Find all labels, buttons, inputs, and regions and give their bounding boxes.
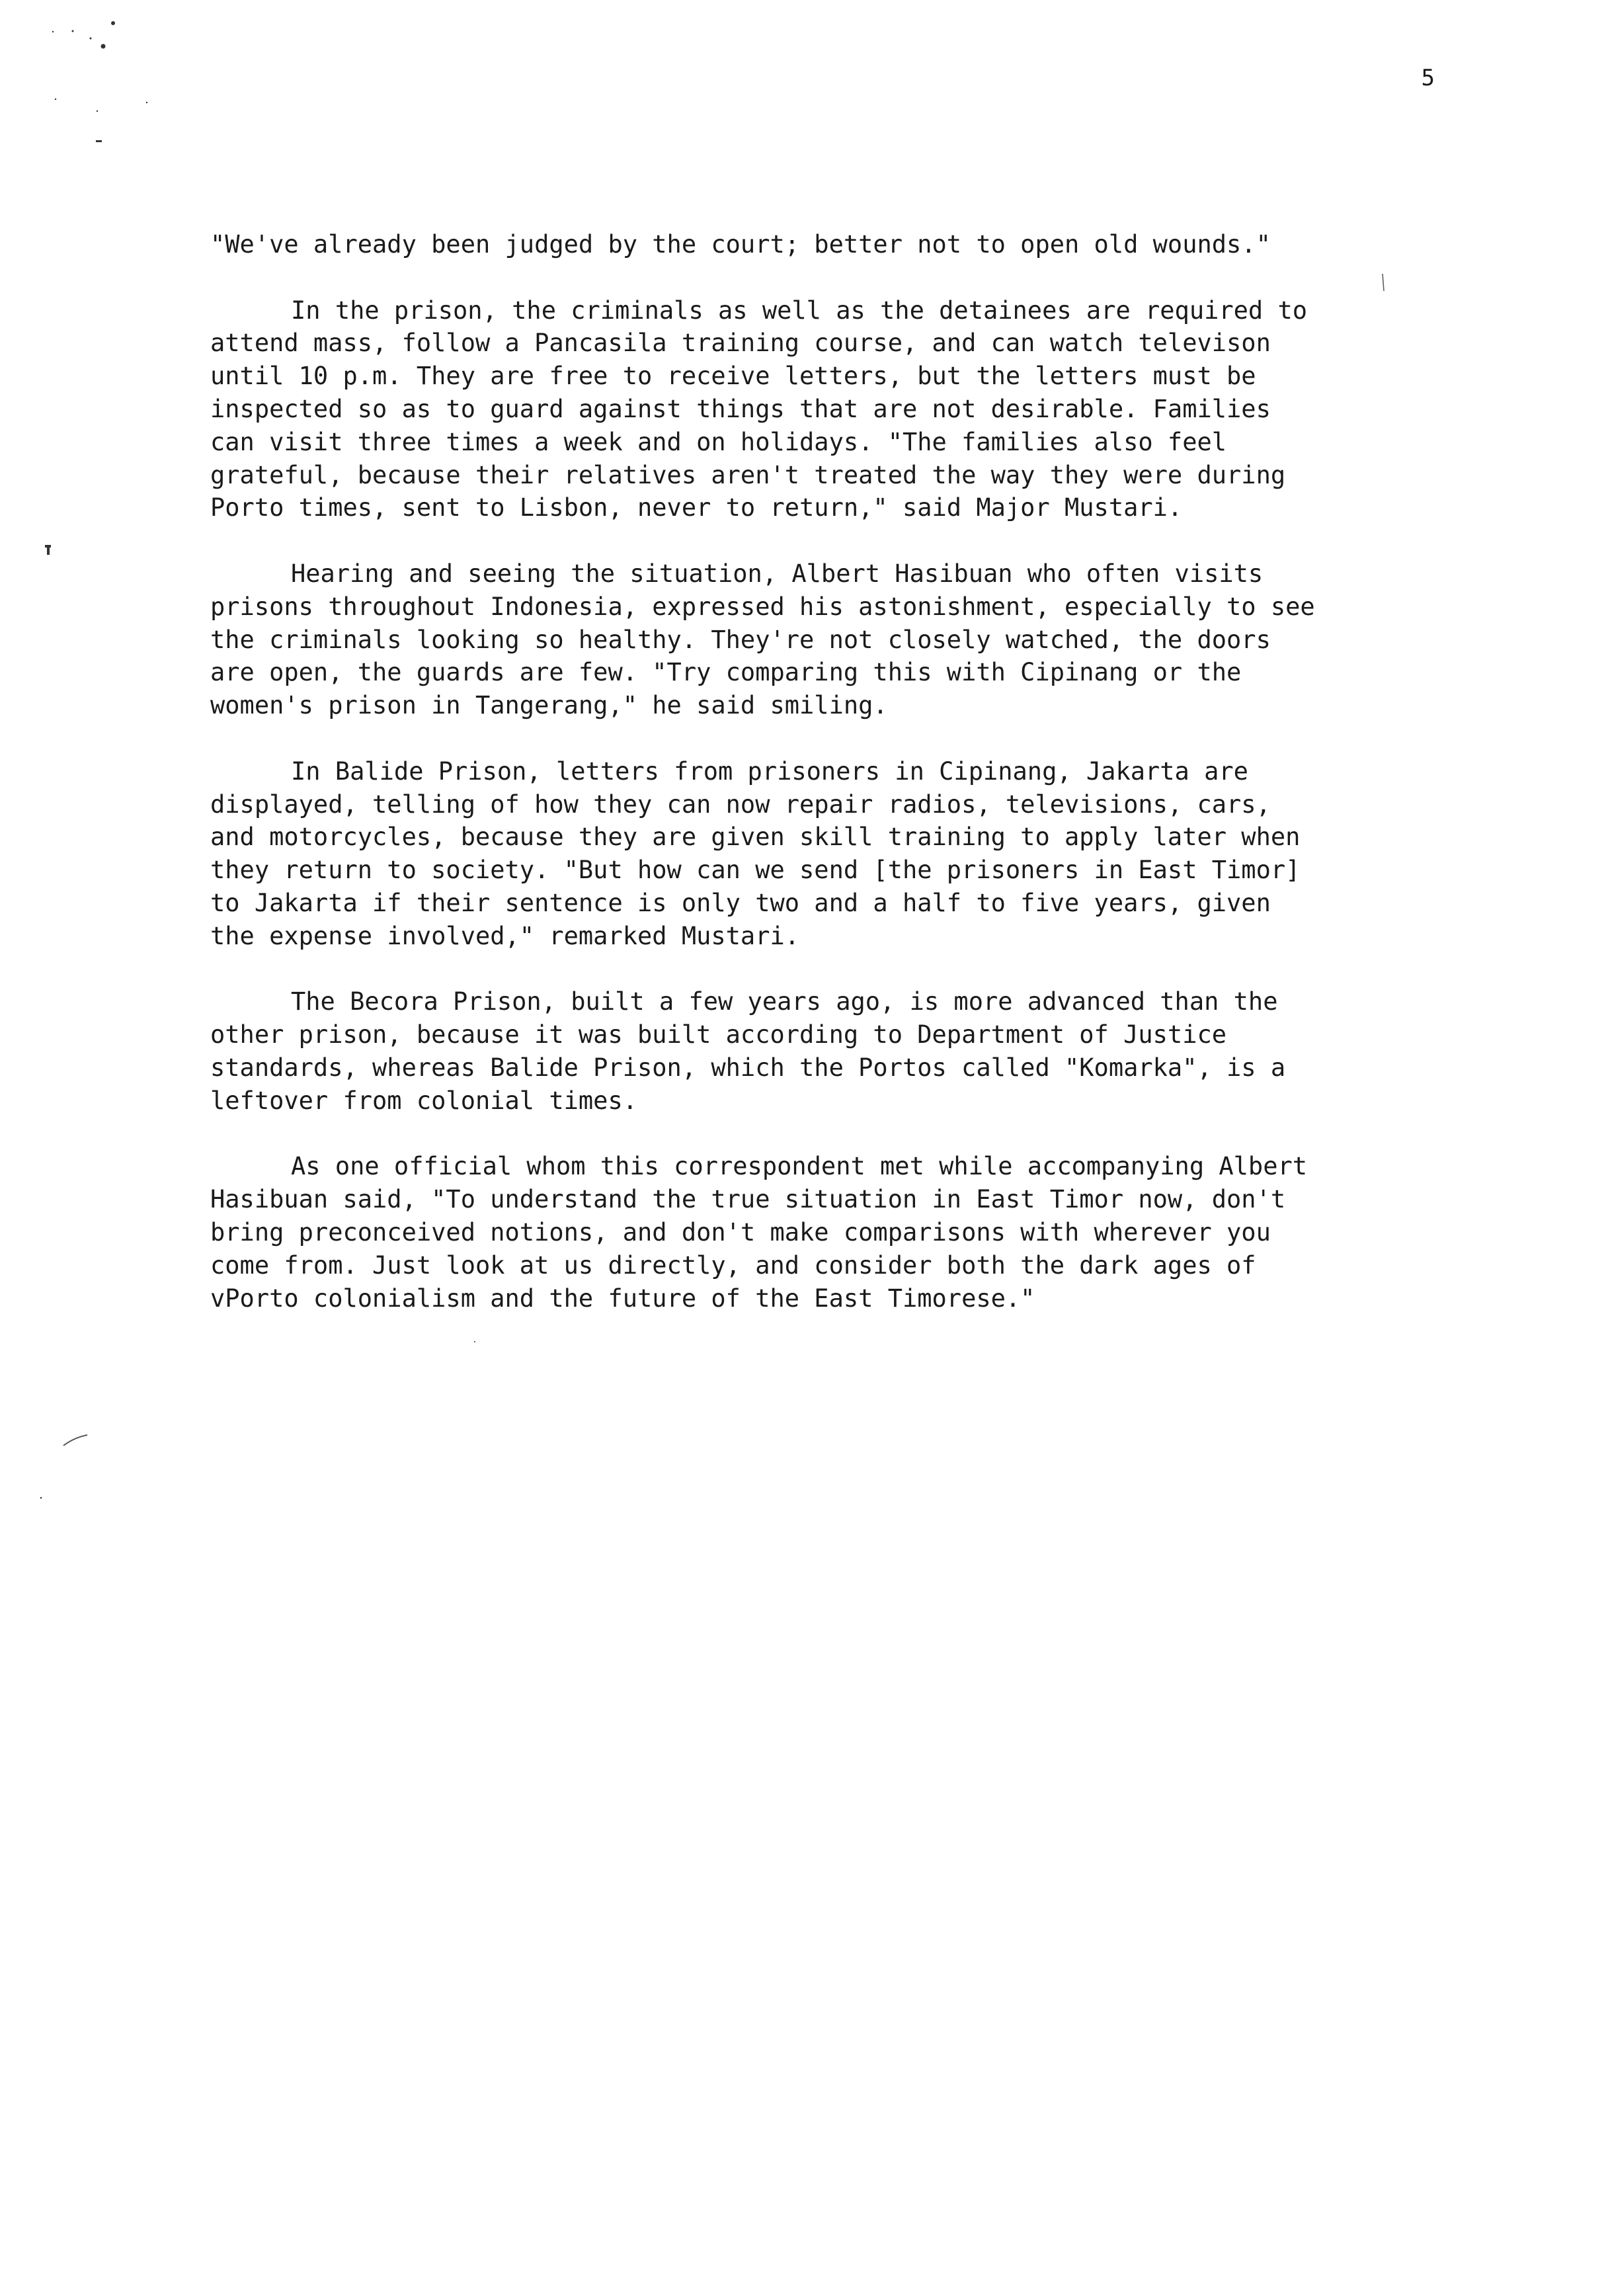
paragraph-prison-routine: In the prison, the criminals as well as the detainees are required to attend mass, follow a Pancasila training course, and can watch televison until 10 p.m. They are free to receive letters, but the letters must be inspected so as to guard against things that are not desirable. Families can visit three times a week and on holidays. "The families also feel grateful, because their relatives aren't treated the way they were during Porto times, sent to Lisbon, never to return," said Major Mustari. bbox=[210, 296, 1308, 522]
page-number: 5 bbox=[1421, 65, 1435, 91]
paragraph-hasibuan-visit: Hearing and seeing the situation, Albert Hasibuan who often visits prisons throughout Indonesia, expressed his astonishment, especially to see the criminals looking so healthy. They're not closely watched, the doors are open, the guards are few. "Try comparing this with Cipinang or the women's prison in Tangerang," he said smiling. bbox=[210, 559, 1315, 720]
body-text bbox=[210, 228, 1467, 1348]
paragraph-quote: "We've already been judged by the court; better not to open old wounds." bbox=[210, 230, 1271, 259]
paragraph-balide-letters: In Balide Prison, letters from prisoners in Cipinang, Jakarta are displayed, telling of how they can now repair radios, televisions, cars, and motorcycles, because they are given skill training to apply later when they return to society. "But how can we send [the prisoners in East Timor] to Jakarta if their sentence is only two and a half to five years, given the expense involved," remarked Mustari. bbox=[210, 757, 1301, 950]
paragraph-becora-prison: The Becora Prison, built a few years ago, is more advanced than the other prison, because it was built according to Department of Justice standards, whereas Balide Prison, which the Portos called "Komarka", is a leftover from colonial times. bbox=[210, 987, 1286, 1115]
paragraph-official-quote: As one official whom this correspondent met while accompanying Albert Hasibuan said, "To understand the true situation in East Timor now, don't bring preconceived notions, and don't make comparisons with wherever you come from. Just look at us directly, and consider both the dark ages of vPorto colonialism and the future of the East Timorese." bbox=[210, 1152, 1308, 1313]
